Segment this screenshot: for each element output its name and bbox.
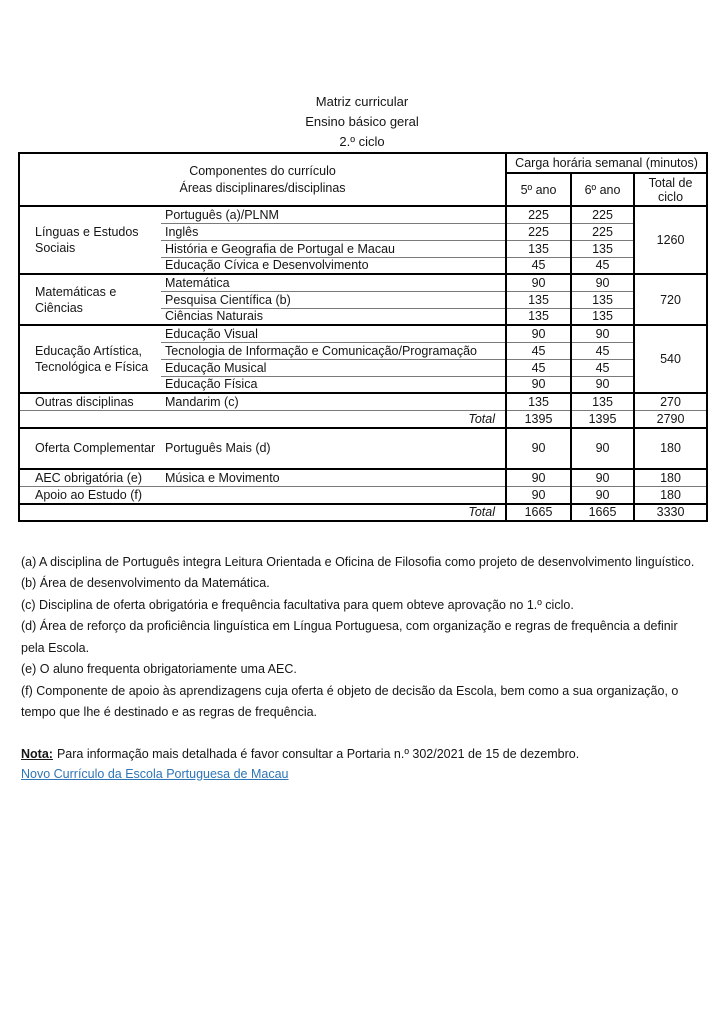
minutes-5ano-cell: 135 (506, 393, 571, 411)
cycle-total-header-line2: ciclo (658, 189, 684, 204)
minutes-5ano-cell: 45 (506, 342, 571, 359)
minutes-5ano-cell: 225 (506, 206, 571, 223)
table-row (19, 469, 707, 487)
components-header-line1: Componentes do currículo (189, 163, 336, 178)
subject-cell: História e Geografia de Portugal e Macau (161, 240, 506, 257)
subject-cell: Educação Visual (161, 325, 506, 342)
subject-cell: Matemática (161, 274, 506, 291)
table-row (19, 486, 707, 504)
footnote-f: (f) Componente de apoio às aprendizagens cuja oferta é objeto de decisão da Escola, bem como a sua organização, o tempo que lhe é destinado e as regras de frequência. (21, 683, 679, 719)
year6-header-cell: 6º ano (571, 173, 634, 206)
subject-cell: Português Mais (d) (161, 428, 506, 469)
area-cell: Educação Artística, Tecnológica e Física (19, 325, 161, 393)
subject-cell: Educação Cívica e Desenvolvimento (161, 257, 506, 274)
minutes-5ano-cell: 135 (506, 291, 571, 308)
footnotes-block (21, 552, 704, 724)
table-row (19, 274, 707, 291)
table-row (19, 325, 707, 342)
minutes-6ano-cell: 1665 (571, 504, 634, 521)
minutes-6ano-cell: 90 (571, 274, 634, 291)
cycle-total-cell: 3330 (634, 504, 707, 521)
title-line-2: Ensino básico geral (305, 114, 419, 129)
footnote-d: (d) Área de reforço da proficiência linguística em Língua Portuguesa, com organização e regras de frequência a definir pela Escola. (21, 619, 678, 655)
minutes-6ano-cell: 90 (571, 486, 634, 504)
area-cell: AEC obrigatória (e) (19, 469, 161, 487)
total-label-cell: Total (19, 504, 506, 521)
minutes-6ano-cell: 1395 (571, 411, 634, 428)
nota-label: Nota: (21, 746, 53, 761)
subject-cell: Inglês (161, 223, 506, 240)
minutes-6ano-cell: 135 (571, 240, 634, 257)
cycle-total-cell: 1260 (634, 206, 707, 274)
cycle-total-header-line1: Total de (648, 175, 693, 190)
total-label-cell: Total (19, 411, 506, 428)
footnote-c: (c) Disciplina de oferta obrigatória e frequência facultativa para quem obteve aprovação no 1.º ciclo. (21, 597, 574, 612)
table-header-row-1 (19, 153, 707, 173)
minutes-6ano-cell: 90 (571, 376, 634, 393)
minutes-5ano-cell: 90 (506, 486, 571, 504)
subject-cell: Educação Musical (161, 359, 506, 376)
minutes-6ano-cell: 225 (571, 223, 634, 240)
minutes-6ano-cell: 45 (571, 359, 634, 376)
minutes-5ano-cell: 90 (506, 428, 571, 469)
footnote-e: (e) O aluno frequenta obrigatoriamente uma AEC. (21, 662, 297, 676)
cycle-total-cell: 270 (634, 393, 707, 411)
cycle-total-cell: 180 (634, 486, 707, 504)
minutes-5ano-cell: 90 (506, 274, 571, 291)
minutes-6ano-cell: 225 (571, 206, 634, 223)
minutes-6ano-cell: 90 (571, 325, 634, 342)
subject-cell: Ciências Naturais (161, 308, 506, 325)
minutes-5ano-cell: 225 (506, 223, 571, 240)
minutes-5ano-cell: 135 (506, 240, 571, 257)
minutes-6ano-cell: 90 (571, 428, 634, 469)
minutes-5ano-cell: 90 (506, 376, 571, 393)
subject-cell (161, 486, 506, 504)
document-title (18, 92, 706, 152)
area-cell: Matemáticas e Ciências (19, 274, 161, 325)
minutes-5ano-cell: 90 (506, 469, 571, 487)
area-cell: Apoio ao Estudo (f) (19, 486, 161, 504)
footnote-a: (a) A disciplina de Português integra Leitura Orientada e Oficina de Filosofia como projeto de desenvolvimento linguístico. (21, 554, 695, 569)
area-cell: Línguas e Estudos Sociais (19, 206, 161, 274)
subject-cell: Educação Física (161, 376, 506, 393)
minutes-5ano-cell: 1395 (506, 411, 571, 428)
minutes-6ano-cell: 90 (571, 469, 634, 487)
table-row (19, 428, 707, 469)
weekly-load-header-cell: Carga horária semanal (minutos) (506, 153, 707, 173)
grand-total-row (19, 504, 707, 521)
minutes-5ano-cell: 135 (506, 308, 571, 325)
subject-cell: Tecnologia de Informação e Comunicação/Programação (161, 342, 506, 359)
subject-cell: Português (a)/PLNM (161, 206, 506, 223)
table-row (19, 206, 707, 223)
minutes-5ano-cell: 45 (506, 359, 571, 376)
minutes-6ano-cell: 135 (571, 308, 634, 325)
subtotal-row (19, 411, 707, 428)
area-cell: Outras disciplinas (19, 393, 161, 411)
nota-text: Para informação mais detalhada é favor consultar a Portaria n.º 302/2021 de 15 de dezembro. (56, 746, 580, 761)
footnote-b: (b) Área de desenvolvimento da Matemática. (21, 576, 270, 590)
minutes-5ano-cell: 45 (506, 257, 571, 274)
document-page (0, 92, 724, 1024)
minutes-6ano-cell: 45 (571, 257, 634, 274)
curriculum-link[interactable]: Novo Currículo da Escola Portuguesa de Macau (21, 766, 289, 781)
components-header-line2: Áreas disciplinares/disciplinas (179, 180, 346, 195)
subject-cell: Pesquisa Científica (b) (161, 291, 506, 308)
minutes-5ano-cell: 1665 (506, 504, 571, 521)
table-row (19, 393, 707, 411)
cycle-total-cell: 720 (634, 274, 707, 325)
cycle-total-cell: 180 (634, 428, 707, 469)
title-line-1: Matriz curricular (315, 94, 409, 109)
minutes-6ano-cell: 135 (571, 291, 634, 308)
curriculum-table (18, 152, 708, 522)
subject-cell: Mandarim (c) (161, 393, 506, 411)
title-line-3: 2.º ciclo (339, 134, 385, 149)
cycle-total-cell: 2790 (634, 411, 707, 428)
subject-cell: Música e Movimento (161, 469, 506, 487)
cycle-total-cell: 180 (634, 469, 707, 487)
cycle-total-header-cell (634, 173, 707, 206)
nota-line (21, 744, 704, 765)
components-header-cell (19, 153, 506, 206)
cycle-total-cell: 540 (634, 325, 707, 393)
year5-header-cell: 5º ano (506, 173, 571, 206)
minutes-5ano-cell: 90 (506, 325, 571, 342)
area-cell: Oferta Complementar (19, 428, 161, 469)
minutes-6ano-cell: 135 (571, 393, 634, 411)
minutes-6ano-cell: 45 (571, 342, 634, 359)
